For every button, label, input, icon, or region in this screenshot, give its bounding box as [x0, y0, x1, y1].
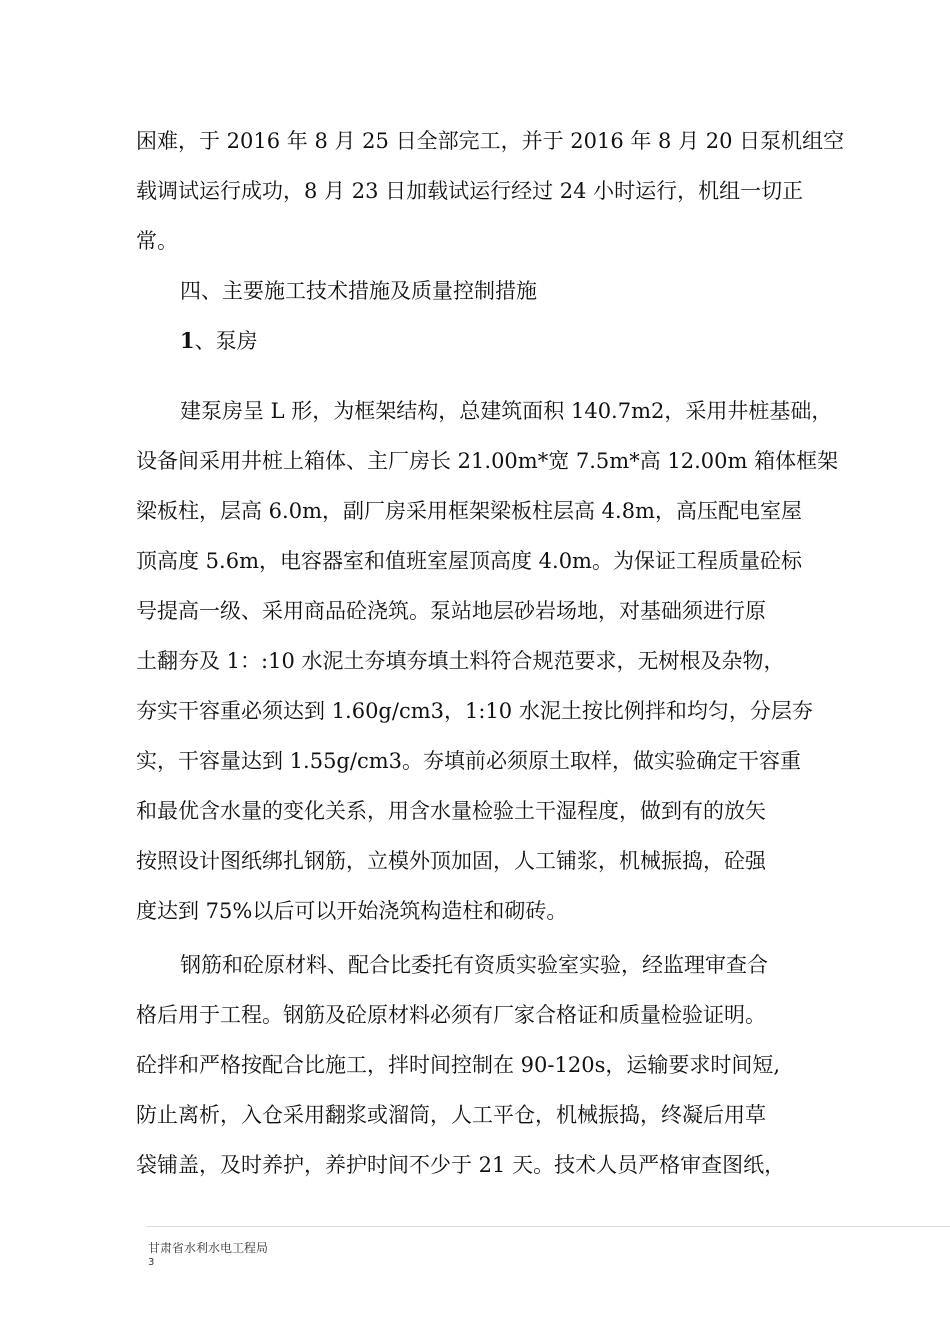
paragraph-line: 设备间采用井桩上箱体、主厂房长 21.00m*宽 7.5m*高 12.00m 箱体框架: [136, 449, 839, 473]
paragraph-line: 按照设计图纸绑扎钢筋，立模外顶加固，人工铺浆，机械振捣，砼强: [136, 849, 766, 873]
page-number: 3: [148, 1257, 155, 1268]
paragraph-line: 钢筋和砼原材料、配合比委托有资质实验室实验，经监理审查合: [180, 953, 768, 977]
materials-paragraph: [136, 940, 826, 1190]
section-heading: 四、主要施工技术措施及质量控制措施: [180, 279, 537, 303]
subsection-number: 1: [180, 328, 195, 353]
subsection-title: 、泵房: [194, 329, 258, 353]
paragraph-line: 和最优含水量的变化关系，用含水量检验土干湿程度，做到有的放矢: [136, 799, 766, 823]
paragraph-line: 号提高一级、采用商品砼浇筑。泵站地层砂岩场地，对基础须进行原: [136, 599, 766, 623]
paragraph-line: 梁板柱，层高 6.0m，副厂房采用框架梁板柱层高 4.8m，高压配电室屋: [136, 499, 802, 523]
paragraph-line: 顶高度 5.6m，电容器室和值班室屋顶高度 4.0m。为保证工程质量砼标: [136, 549, 802, 573]
paragraph-line: 土翻夯及 1：:10 水泥土夯填夯填土料符合规范要求，无树根及杂物，: [136, 649, 785, 673]
footer-divider: [146, 1226, 950, 1227]
intro-paragraph: [136, 116, 845, 266]
paragraph-line: 砼拌和严格按配合比施工，拌时间控制在 90-120s，运输要求时间短,: [136, 1053, 781, 1077]
spacer: [136, 366, 826, 386]
subsection-heading: [136, 316, 826, 366]
paragraph-line: 夯实干容重必须达到 1.60g/cm3，1:10 水泥土按比例拌和均匀，分层夯: [136, 699, 813, 723]
paragraph-line: 建泵房呈 L 形，为框架结构，总建筑面积 140.7m2，采用井桩基础，: [180, 399, 833, 423]
paragraph-line: 格后用于工程。钢筋及砼原材料必须有厂家合格证和质量检验证明。: [136, 1003, 766, 1027]
footer-organization: 甘肃省水利水电工程局: [148, 1241, 269, 1255]
paragraph-line: 度达到 75%以后可以开始浇筑构造柱和砌砖。: [136, 899, 568, 923]
paragraph-line: 防止离析，入仓采用翻浆或溜筒，人工平仓，机械振捣，终凝后用草: [136, 1103, 766, 1127]
paragraph-line: 实，干容量达到 1.55g/cm3。夯填前必须原土取样，做实验确定干容重: [136, 749, 801, 773]
paragraph-line: 常。: [136, 229, 178, 253]
paragraph-line: 困难，于 2016 年 8 月 25 日全部完工，并于 2016 年 8 月 20 日泵机组空: [136, 129, 845, 153]
pumphouse-paragraph: [136, 386, 839, 936]
paragraph-line: 载调试运行成功，8 月 23 日加载试运行经过 24 小时运行，机组一切正: [136, 179, 804, 203]
paragraph-line: 袋铺盖，及时养护，养护时间不少于 21 天。技术人员严格审查图纸，: [136, 1153, 786, 1177]
document-body: [136, 116, 845, 1190]
